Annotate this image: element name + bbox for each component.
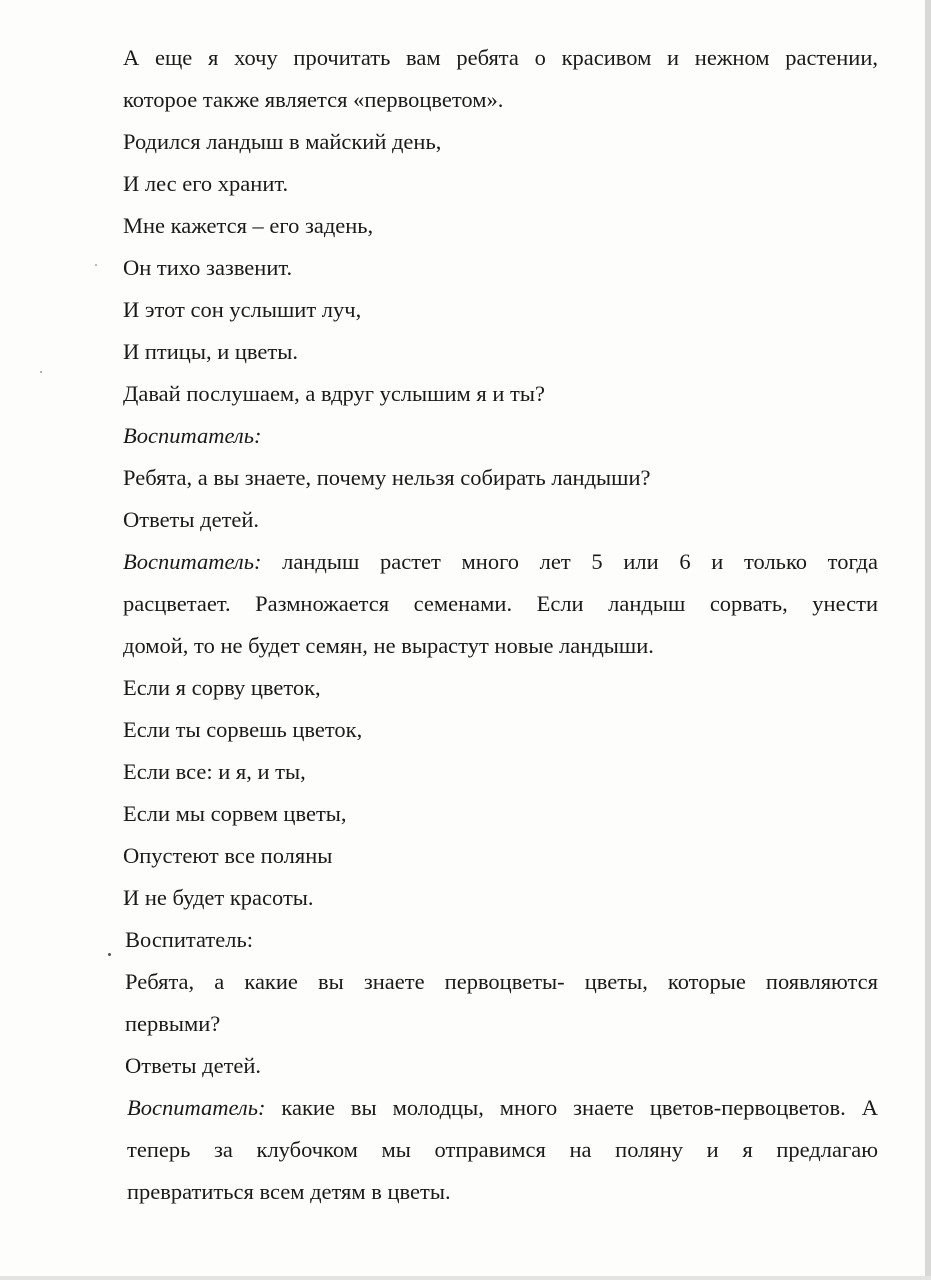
text-line: А еще я хочу прочитать вам ребята о красивом и нежном растении, xyxy=(123,45,878,70)
poem-line: Если я сорву цветок, xyxy=(123,675,321,700)
poem-line: Если мы сорвем цветы, xyxy=(123,801,347,826)
text-line: Воспитатель: какие вы молодцы, много знаете цветов-первоцветов. А xyxy=(127,1095,878,1120)
document-body xyxy=(123,37,878,1213)
text-line: Ребята, а какие вы знаете первоцветы- цветы, которые появляются xyxy=(125,969,878,994)
poem-line: Если ты сорвешь цветок, xyxy=(123,717,363,742)
text-line: Ответы детей. xyxy=(123,507,260,532)
poem-line: И этот сон услышит луч, xyxy=(123,297,362,322)
text-line: первыми? xyxy=(125,1011,221,1036)
text-line: домой, то не будет семян, не вырастут новые ландыши. xyxy=(123,633,654,658)
page-bottom-edge xyxy=(0,1276,931,1280)
poem-line: Он тихо зазвенит. xyxy=(123,255,293,280)
poem-line: Опустеют все поляны xyxy=(123,843,333,868)
text-line: превратиться всем детям в цветы. xyxy=(127,1179,451,1204)
poem-line: И птицы, и цветы. xyxy=(123,339,298,364)
scan-speck xyxy=(40,371,42,373)
poem-line: И лес его хранит. xyxy=(123,171,289,196)
poem-line: Родился ландыш в майский день, xyxy=(123,129,442,154)
text-line: Ребята, а вы знаете, почему нельзя собирать ландыши? xyxy=(123,465,651,490)
poem-line: Давай послушаем, а вдруг услышим я и ты? xyxy=(123,381,545,406)
speaker-label: Воспитатель: xyxy=(125,927,253,952)
poem-line: Если все: и я, и ты, xyxy=(123,759,306,784)
text-line: Ответы детей. xyxy=(125,1053,262,1078)
poem-line: И не будет красоты. xyxy=(123,885,314,910)
scan-speck xyxy=(108,953,111,956)
page-edge-shadow xyxy=(925,0,931,1280)
text-line: теперь за клубочком мы отправимся на поляну и я предлагаю xyxy=(127,1137,878,1162)
scan-speck xyxy=(95,264,97,266)
text-line: Воспитатель: ландыш растет много лет 5 или 6 и только тогда xyxy=(123,549,878,574)
poem-line: Мне кажется – его задень, xyxy=(123,213,374,238)
text-line: расцветает. Размножается семенами. Если ландыш сорвать, унести xyxy=(123,591,878,616)
speaker-label: Воспитатель: xyxy=(123,423,262,448)
text-line: которое также является «первоцветом». xyxy=(123,87,504,112)
